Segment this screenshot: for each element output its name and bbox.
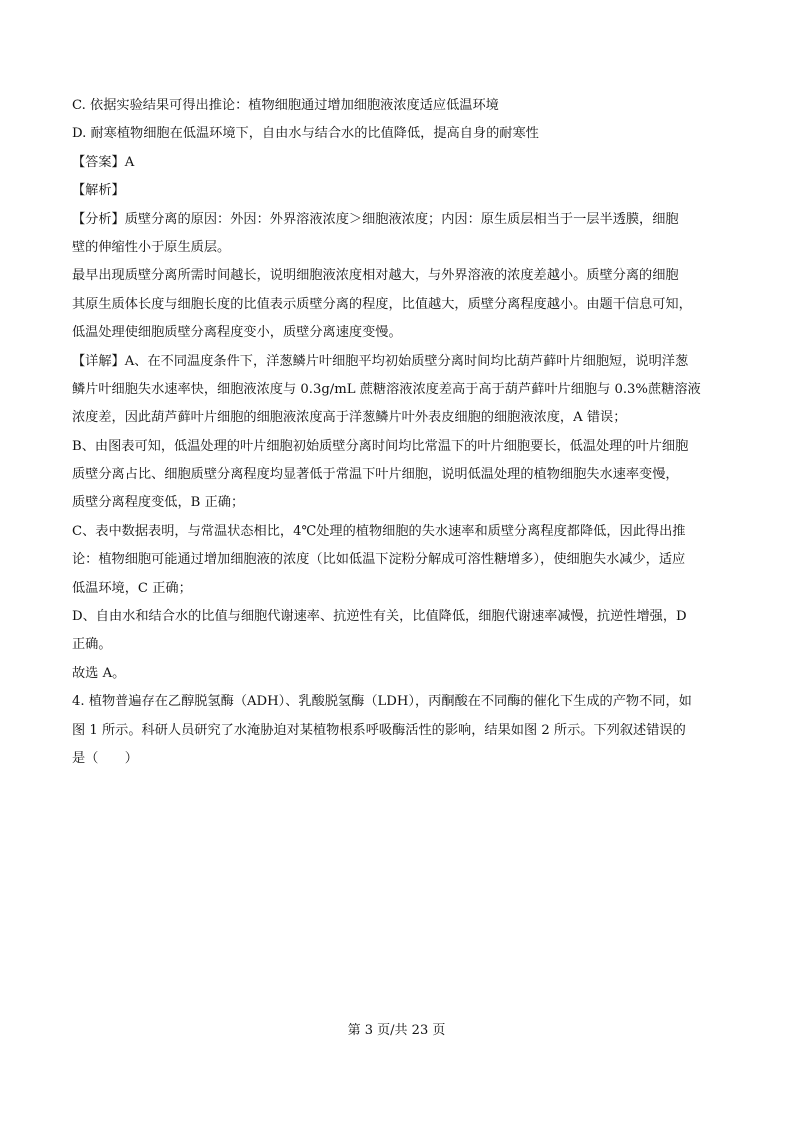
question-4-line-3: 是（ ）	[72, 750, 138, 766]
detail-c-line-2: 论：植物细胞可能通过增加细胞液的浓度（比如低温下淀粉分解成可溶性糖增多），使细胞失水减少，适应	[72, 552, 686, 568]
detail-b-line-3: 质壁分离程度变低，B 正确；	[72, 495, 245, 511]
analysis-line-5: 低温处理使细胞质壁分离程度变小，质壁分离速度变慢。	[72, 325, 402, 341]
detail-b-line-2: 质壁分离占比、细胞质壁分离程度均显著低于常温下叶片细胞，说明低温处理的植物细胞失水速率变慢，	[72, 467, 679, 483]
choice-line: 故选 A。	[72, 665, 126, 681]
option-d-line: D. 耐寒植物细胞在低温环境下，自由水与结合水的比值降低，提高自身的耐寒性	[72, 126, 539, 142]
analysis-heading: 【解析】	[72, 183, 125, 199]
analysis-line-1: 【分析】质壁分离的原因：外因：外界溶液浓度＞细胞液浓度；内因：原生质层相当于一层半透膜，细胞	[72, 211, 679, 227]
detail-d-line-2: 正确。	[72, 637, 112, 653]
answer-line: 【答案】A	[72, 154, 135, 170]
detail-a-line-1: 【详解】A、在不同温度条件下，洋葱鳞片叶细胞平均初始质壁分离时间均比葫芦藓叶片细胞短，说明洋葱	[72, 353, 689, 369]
detail-a-line-2: 鳞片叶细胞失水速率快，细胞液浓度与 0.3g/mL 蔗糖溶液浓度差高于高于葫芦藓叶片细胞与 0.3%蔗糖溶液	[72, 381, 701, 397]
analysis-line-4: 其原生质体长度与细胞长度的比值表示质壁分离的程度，比值越大，质壁分离程度越小。由题干信息可知，	[72, 296, 692, 312]
detail-c-line-1: C、表中数据表明，与常温状态相比，4℃处理的植物细胞的失水速率和质壁分离程度都降低，因此得出推	[72, 523, 686, 539]
detail-c-line-3: 低温环境，C 正确；	[72, 580, 192, 596]
analysis-line-3: 最早出现质壁分离所需时间越长，说明细胞液浓度相对越大，与外界溶液的浓度差越小。质壁分离的细胞	[72, 268, 679, 284]
document-body	[72, 92, 724, 773]
page-number: 第 3 页/共 23 页	[347, 1023, 446, 1038]
detail-b-line-1: B、由图表可知，低温处理的叶片细胞初始质壁分离时间均比常温下的叶片细胞要长，低温处理的叶片细胞	[72, 438, 689, 454]
detail-a-line-3: 浓度差，因此葫芦藓叶片细胞的细胞液浓度高于洋葱鳞片叶外表皮细胞的细胞液浓度，A 错误；	[72, 410, 627, 426]
question-4-line-2: 图 1 所示。科研人员研究了水淹胁迫对某植物根系呼吸酶活性的影响，结果如图 2 所示。下列叙述错误的	[72, 722, 686, 738]
question-4-line-1: 4. 植物普遍存在乙醇脱氢酶（ADH）、乳酸脱氢酶（LDH），丙酮酸在不同酶的催化下生成的产物不同，如	[72, 694, 692, 710]
option-c-line: C. 依据实验结果可得出推论：植物细胞通过增加细胞液浓度适应低温环境	[72, 98, 499, 113]
analysis-line-2: 壁的伸缩性小于原生质层。	[72, 239, 231, 255]
detail-d-line-1: D、自由水和结合水的比值与细胞代谢速率、抗逆性有关，比值降低，细胞代谢速率减慢，抗逆性增强，D	[72, 609, 687, 625]
